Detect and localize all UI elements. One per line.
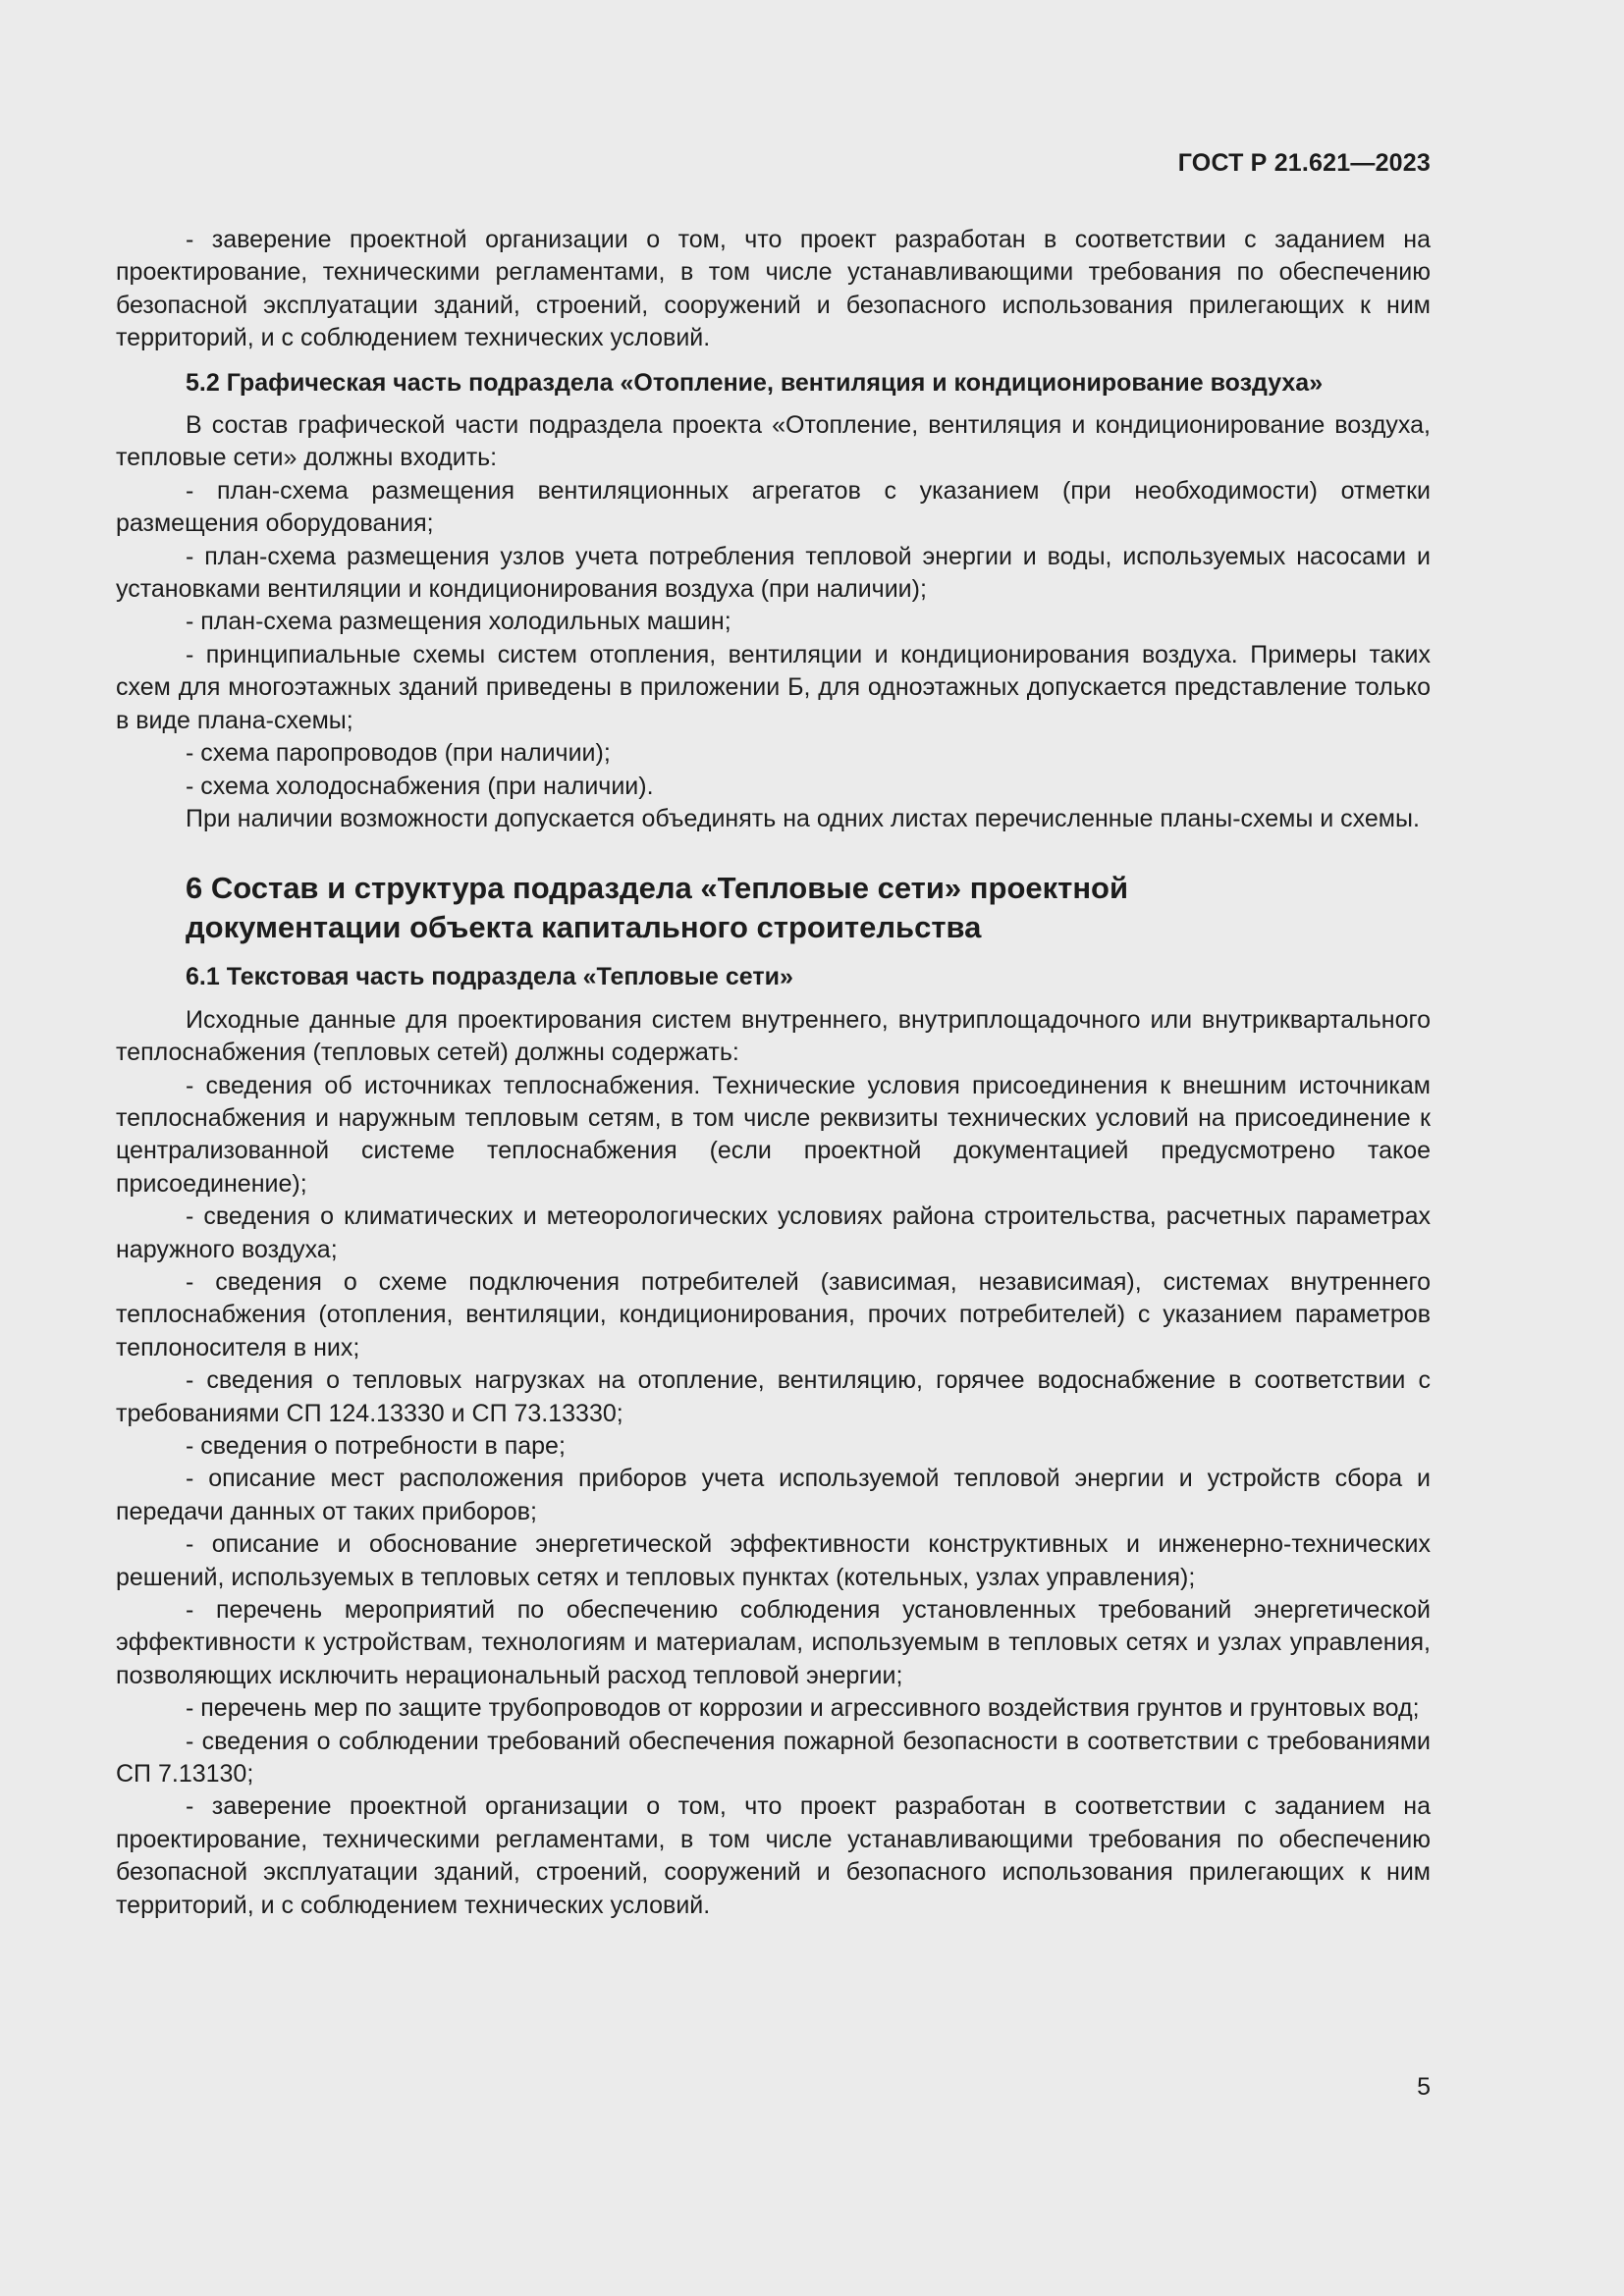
list-item: - сведения о тепловых нагрузках на отопление, вентиляцию, горячее водоснабжение в соответствии с требованиями СП 124.13330 и СП 73.13330; bbox=[116, 1366, 1431, 1427]
list-item: - план-схема размещения вентиляционных агрегатов с указанием (при необходимости) отметки размещения оборудования; bbox=[116, 476, 1431, 538]
list-item: - сведения о климатических и метеорологических условиях района строительства, расчетных параметрах наружного воздуха; bbox=[116, 1202, 1431, 1263]
paragraph-intro: - заверение проектной организации о том, что проект разработан в соответствии с заданием на проектирование, техническими регламентами, в том числе устанавливающими требования по обеспечению безопасной эксплуатации зданий, строений, сооружений и безопасного использования прилегающих к ним территорий, и с соблюдением технических условий. bbox=[116, 226, 1431, 352]
heading-5-2: 5.2 Графическая часть подраздела «Отопление, вентиляция и кондиционирование воздуха» bbox=[186, 368, 1324, 397]
list-item: - сведения о потребности в паре; bbox=[186, 1432, 566, 1460]
list-item: - сведения о схеме подключения потребителей (зависимая, независимая), системах внутреннего теплоснабжения (отопления, вентиляции, кондиционирования, прочих потребителей) с указанием параметров теплоносителя в них; bbox=[116, 1267, 1431, 1362]
paragraph-6-1-lead: Исходные данные для проектирования систем внутреннего, внутриплощадочного или внутриквартального теплоснабжения (тепловых сетей) должны содержать: bbox=[116, 1005, 1431, 1067]
list-item: - описание и обоснование энергетической эффективности конструктивных и инженерно-технических решений, используемых в тепловых сетях и тепловых пунктах (котельных, узлах управления); bbox=[116, 1530, 1431, 1591]
page-content bbox=[116, 224, 1431, 1922]
page-number: 5 bbox=[1417, 2073, 1431, 2101]
list-item: - перечень мероприятий по обеспечению соблюдения установленных требований энергетической эффективности к устройствам, технологиям и материалам, используемым в тепловых сетях и узлах управления, позволяющих исключить нерациональный расход тепловой энергии; bbox=[116, 1596, 1431, 1689]
list-item: - схема паропроводов (при наличии); bbox=[186, 739, 611, 768]
list-item: - сведения об источниках теплоснабжения. Технические условия присоединения к внешним источникам теплоснабжения и наружным тепловым сетям, в том числе реквизиты технических условий на присоединение к централизованной системе теплоснабжения (если проектной документацией предусмотрено такое присоединение); bbox=[116, 1071, 1431, 1198]
list-item: - принципиальные схемы систем отопления, вентиляции и кондиционирования воздуха. Примеры таких схем для многоэтажных зданий приведены в приложении Б, для одноэтажных допускается представление только в виде плана-схемы; bbox=[116, 640, 1431, 734]
list-item: - план-схема размещения холодильных машин; bbox=[186, 608, 731, 636]
list-item: - схема холодоснабжения (при наличии). bbox=[186, 772, 654, 800]
heading-section-6-line2: документации объекта капитального строительства bbox=[186, 910, 982, 945]
paragraph-5-2-lead: В состав графической части подраздела проекта «Отопление, вентиляция и кондиционирование воздуха, тепловые сети» должны входить: bbox=[116, 411, 1431, 472]
list-item: - заверение проектной организации о том, что проект разработан в соответствии с заданием на проектирование, техническими регламентами, в том числе устанавливающими требования по обеспечению безопасной эксплуатации зданий, строений, сооружений и безопасного использования прилегающих к ним территорий, и с соблюдением технических условий. bbox=[116, 1792, 1431, 1919]
heading-section-6-line1: 6 Состав и структура подраздела «Тепловые сети» проектной bbox=[186, 871, 1129, 906]
heading-6-1: 6.1 Текстовая часть подраздела «Тепловые сети» bbox=[186, 963, 793, 991]
list-item: - перечень мер по защите трубопроводов от коррозии и агрессивного воздействия грунтов и грунтовых вод; bbox=[186, 1694, 1420, 1723]
document-code: ГОСТ Р 21.621—2023 bbox=[1177, 149, 1431, 177]
list-item: - сведения о соблюдении требований обеспечения пожарной безопасности в соответствии с требованиями СП 7.13130; bbox=[116, 1727, 1431, 1789]
paragraph-5-2-tail: При наличии возможности допускается объединять на одних листах перечисленные планы-схемы и схемы. bbox=[186, 804, 1420, 832]
list-item: - описание мест расположения приборов учета используемой тепловой энергии и устройств сбора и передачи данных от таких приборов; bbox=[116, 1465, 1431, 1525]
list-item: - план-схема размещения узлов учета потребления тепловой энергии и воды, используемых насосами и установками вентиляции и кондиционирования воздуха (при наличии); bbox=[116, 542, 1431, 604]
